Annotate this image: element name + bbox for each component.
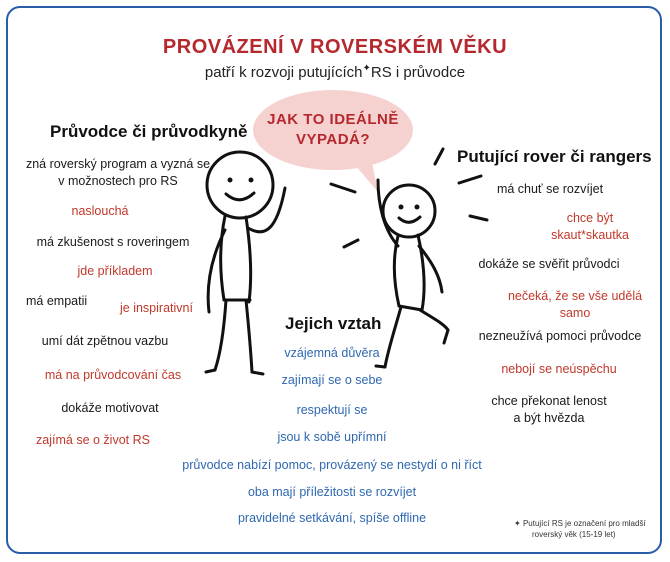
- bubble-line-1: JAK TO IDEÁLNĚ: [267, 111, 399, 128]
- speech-bubble-text: [258, 110, 408, 150]
- guide-item-program: [20, 156, 216, 190]
- rover-item-scout-line2: skaut*skautka: [551, 228, 629, 242]
- rover-item-overcome: [474, 393, 624, 427]
- guide-item-listens: naslouchá: [71, 204, 129, 218]
- relationship-item: průvodce nabízí pomoc, provázený se nestydí o ni říct: [182, 458, 482, 472]
- page-title: PROVÁZENÍ V ROVERSKÉM VĚKU: [162, 36, 508, 58]
- guide-item-interested: zajímá se o život RS: [36, 433, 150, 447]
- page-subtitle: [0, 63, 670, 81]
- relationship-item: respektují se: [296, 403, 368, 417]
- rover-heading: Putující rover či rangers: [457, 147, 652, 166]
- rover-stick-figure-icon: [376, 180, 448, 367]
- guide-heading: Průvodce či průvodkyně: [50, 122, 248, 141]
- footnote-star-mark-icon: ✦: [514, 519, 521, 528]
- rover-item-trust: dokáže se svěřit průvodci: [478, 257, 620, 271]
- relationship-item: oba mají příležitosti se rozvíjet: [247, 485, 417, 499]
- relationship-item: jsou k sobě upřímní: [277, 430, 387, 444]
- guide-item-experience: má zkušenost s roveringem: [36, 235, 190, 249]
- star-mark-icon: ✦: [362, 63, 371, 74]
- guide-item-inspiring: je inspirativní: [120, 301, 193, 315]
- rover-item-nowait: [490, 288, 660, 322]
- footnote-line-2: roverský věk (15-19 let): [532, 530, 616, 539]
- relationship-item: zajímají se o sebe: [281, 373, 383, 387]
- relationship-heading: Jejich vztah: [285, 314, 382, 333]
- relationship-item: vzájemná důvěra: [284, 346, 380, 360]
- bubble-line-2: VYPADÁ?: [295, 131, 371, 148]
- rover-item-overcome-line1: chce překonat lenost: [491, 394, 607, 408]
- subtitle-text-end: RS i průvodce: [370, 64, 466, 81]
- guide-item-empathy: má empatii: [26, 294, 88, 308]
- relationship-item: pravidelné setkávání, spíše offline: [237, 511, 427, 525]
- guide-item-motivate: dokáže motivovat: [61, 401, 159, 415]
- footnote: [514, 518, 646, 540]
- rover-item-overcome-line2: a být hvězda: [513, 411, 585, 425]
- rover-item-nowait-line2: samo: [559, 306, 591, 320]
- guide-item-program-line2: v možnostech pro RS: [58, 174, 178, 188]
- guide-item-program-line1: zná roverský program a vyzná se: [25, 157, 211, 171]
- rover-item-nofear: nebojí se neúspěchu: [501, 362, 617, 376]
- rover-item-scout-line1: chce být: [566, 211, 614, 225]
- guide-item-example: jde příkladem: [77, 264, 153, 278]
- rover-item-scout: [530, 210, 650, 244]
- rover-item-noabuse: nezneužívá pomoci průvodce: [478, 329, 642, 343]
- guide-item-time: má na průvodcování čas: [44, 368, 182, 382]
- subtitle-text-start: patří k rozvoji putujících: [204, 64, 363, 81]
- guide-item-feedback: umí dát zpětnou vazbu: [41, 334, 169, 348]
- footnote-line-1: Putující RS je označení pro mladší: [522, 519, 646, 528]
- rover-item-nowait-line1: nečeká, že se vše udělá: [507, 289, 643, 303]
- rover-item-develop: má chuť se rozvíjet: [496, 182, 604, 196]
- guide-stick-figure-icon: [206, 152, 285, 374]
